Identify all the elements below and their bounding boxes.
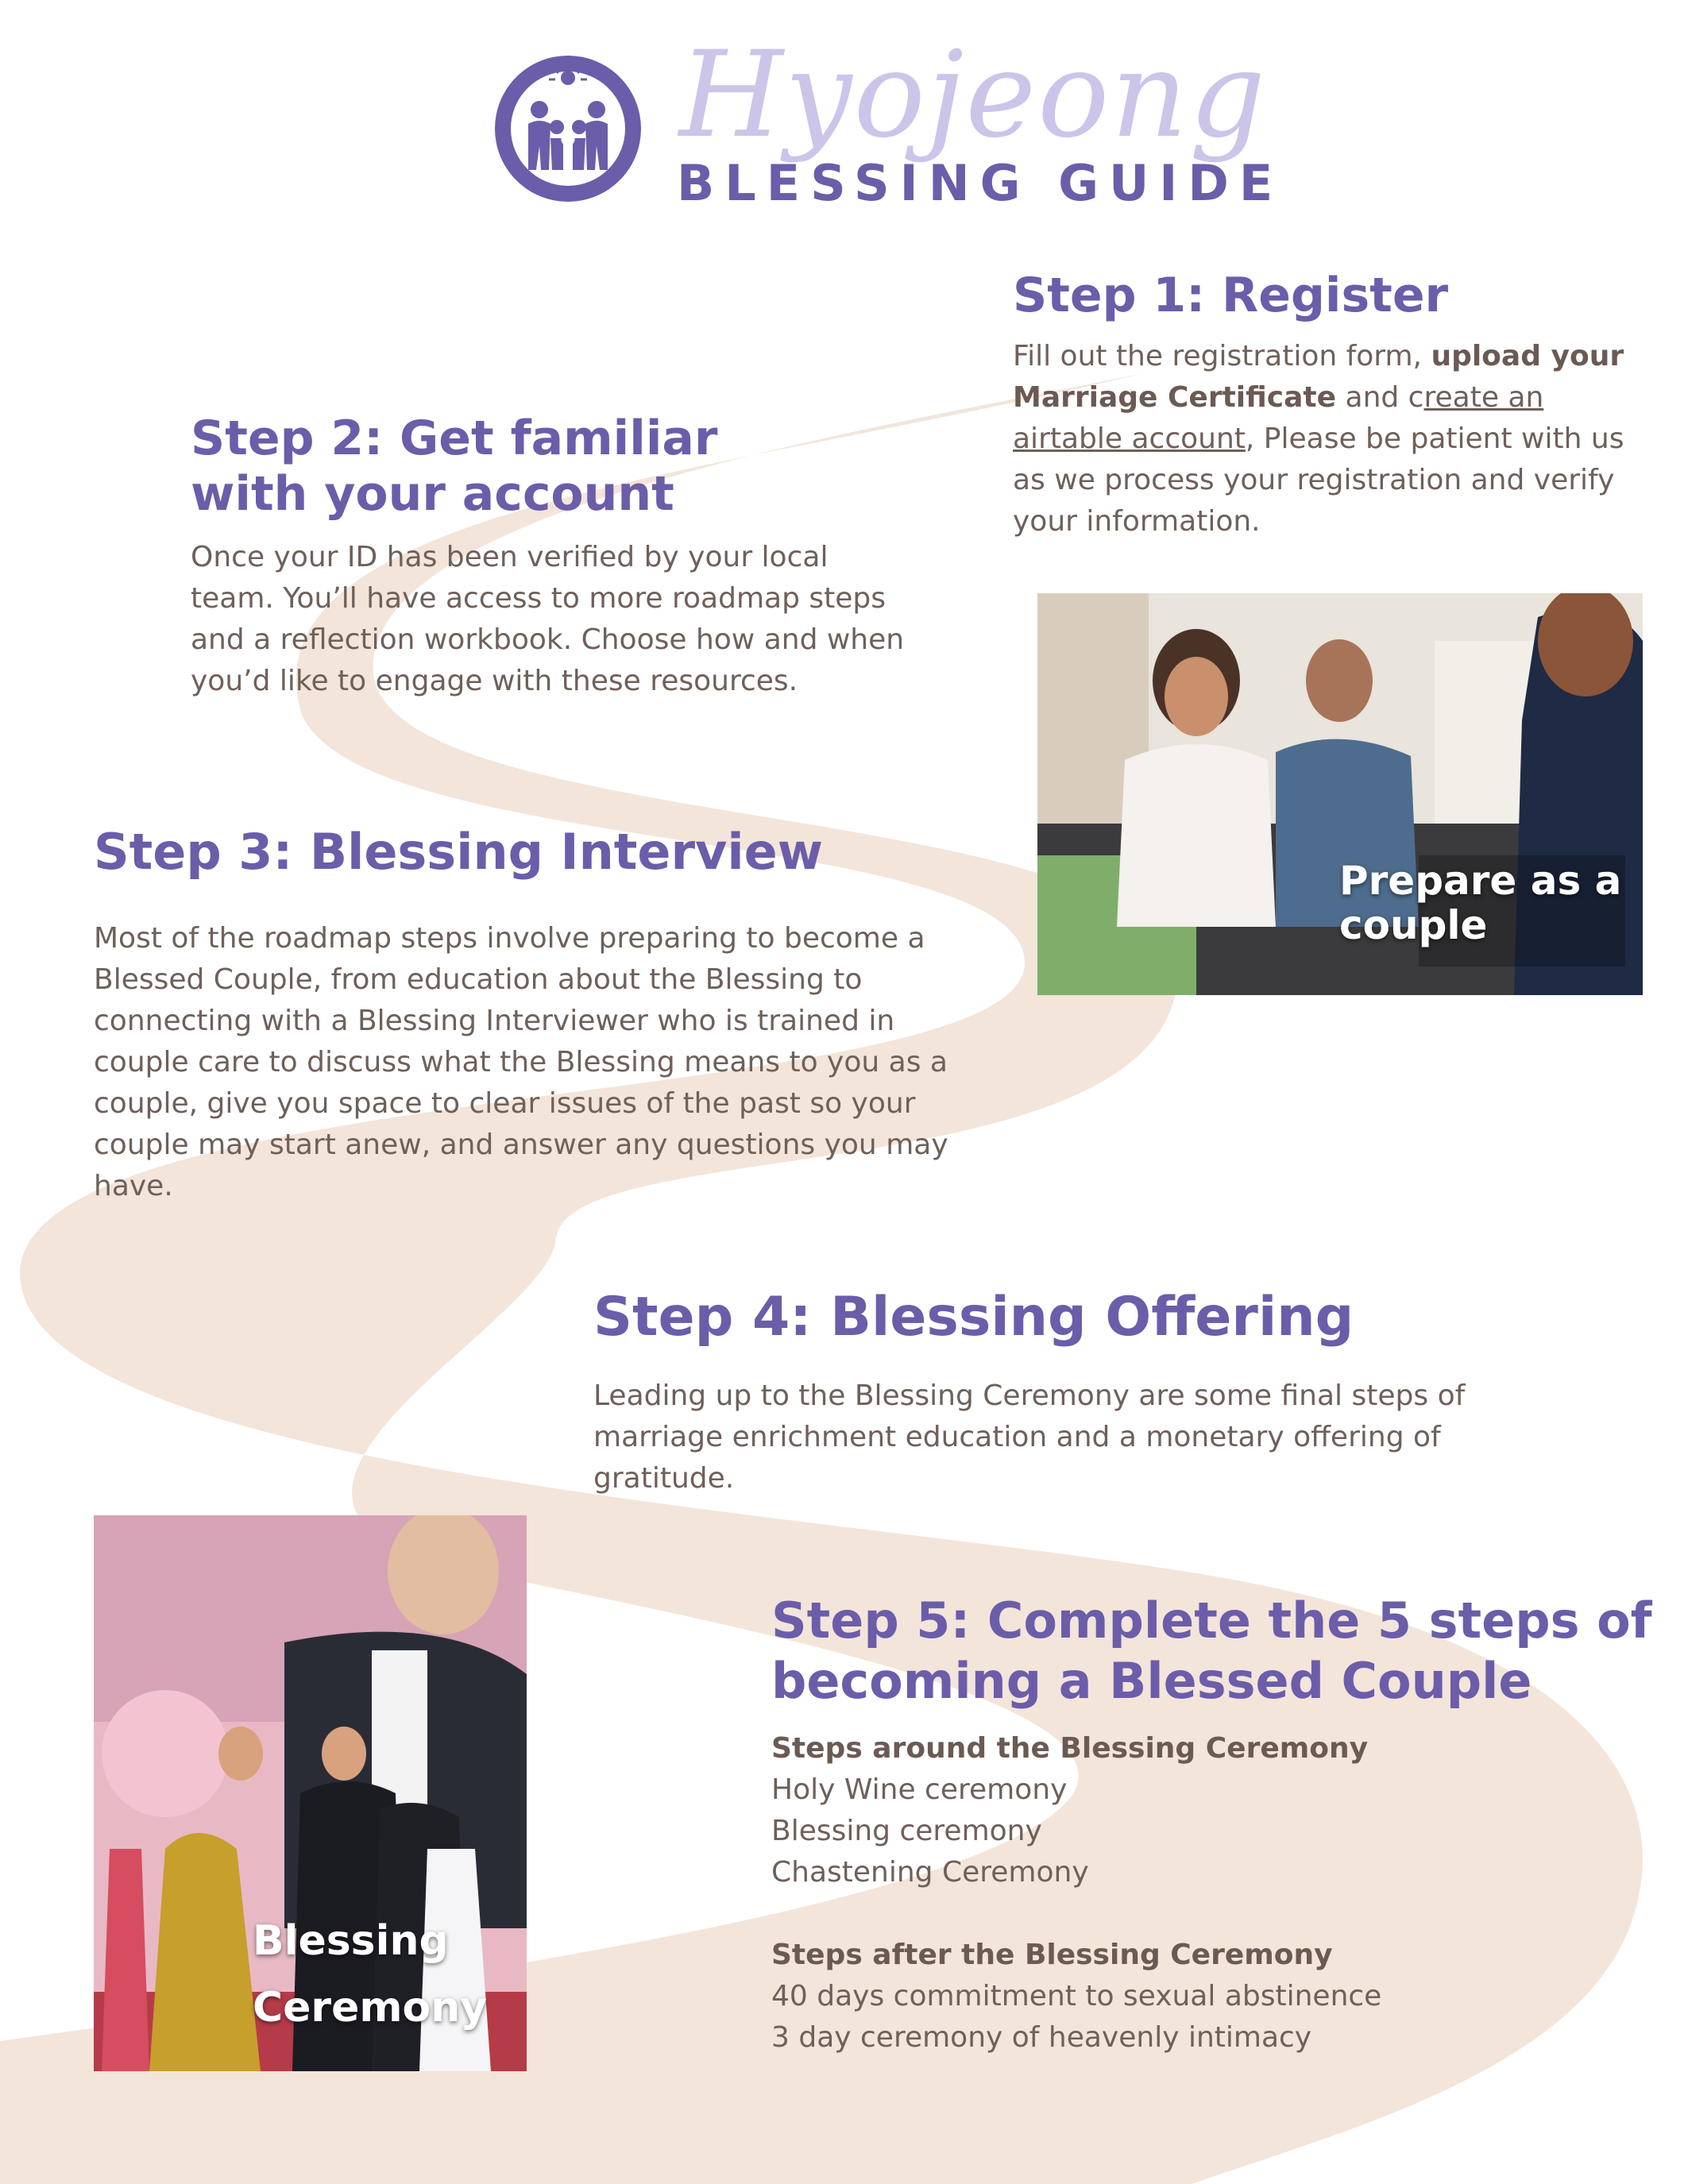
ceremony-photo-caption: Blessing Ceremony [253, 1917, 488, 2032]
step4-text: Leading up to the Blessing Ceremony are some final steps of marriage enrichment education and a monetary offering of gratitude. [593, 1379, 1466, 1495]
airtable-account-link[interactable]: reate an airtable account [1013, 381, 1544, 455]
step1-text-bold: upload your Marriage Certificate [1013, 340, 1624, 414]
step3-text: Most of the roadmap steps involve preparing to become a Blessed Couple, from education about the Blessing to connecting with a Blessing Interviewer who is trained in couple care to discuss what the Blessing means to you as a couple, give you space to clear issues of the past so your couple may start anew, and answer any questions you may have. [94, 922, 948, 1202]
couple-photo-caption: Prepare as a couple [1339, 858, 1622, 948]
step1-text-part3: , Please be patient with us as we process your registration and verify your information. [1013, 423, 1624, 538]
logo-subtitle: BLESSING GUIDE [677, 154, 1284, 212]
logo-emblem [490, 51, 646, 206]
step2-title: Step 2: Get familiar with your account [191, 411, 718, 522]
around-ceremony-heading: Steps around the Blessing Ceremony [771, 1732, 1369, 1765]
list-item: Holy Wine ceremony [771, 1773, 1068, 1806]
step5-list [771, 1728, 1645, 2059]
ceremony-photo [94, 1515, 527, 2071]
step3-title: Step 3: Blessing Interview [94, 823, 824, 881]
list-item: Chastening Ceremony [771, 1856, 1089, 1889]
step1-text-part1: Fill out the registration form, [1013, 340, 1431, 372]
step5-title: Step 5: Complete the 5 steps of becoming a Blessed Couple [771, 1592, 1652, 1710]
after-ceremony-heading: Steps after the Blessing Ceremony [771, 1939, 1333, 1971]
step1-text-part2: and c [1336, 381, 1424, 414]
step1-title: Step 1: Register [1013, 268, 1449, 323]
logo-script-text: Hyojeong [679, 26, 1268, 164]
list-item: 3 day ceremony of heavenly intimacy [771, 2021, 1312, 2054]
step4-title: Step 4: Blessing Offering [593, 1286, 1354, 1349]
family-sun-icon [490, 51, 646, 206]
list-item: Blessing ceremony [771, 1815, 1042, 1847]
couple-photo [1037, 593, 1643, 995]
step1-text [1013, 336, 1648, 542]
step2-text: Once your ID has been verified by your local team. You’ll have access to more roadmap steps and a reflection workbook. Choose how and when you’d like to engage with these resources. [191, 541, 905, 697]
list-item: 40 days commitment to sexual abstinence [771, 1980, 1382, 2012]
